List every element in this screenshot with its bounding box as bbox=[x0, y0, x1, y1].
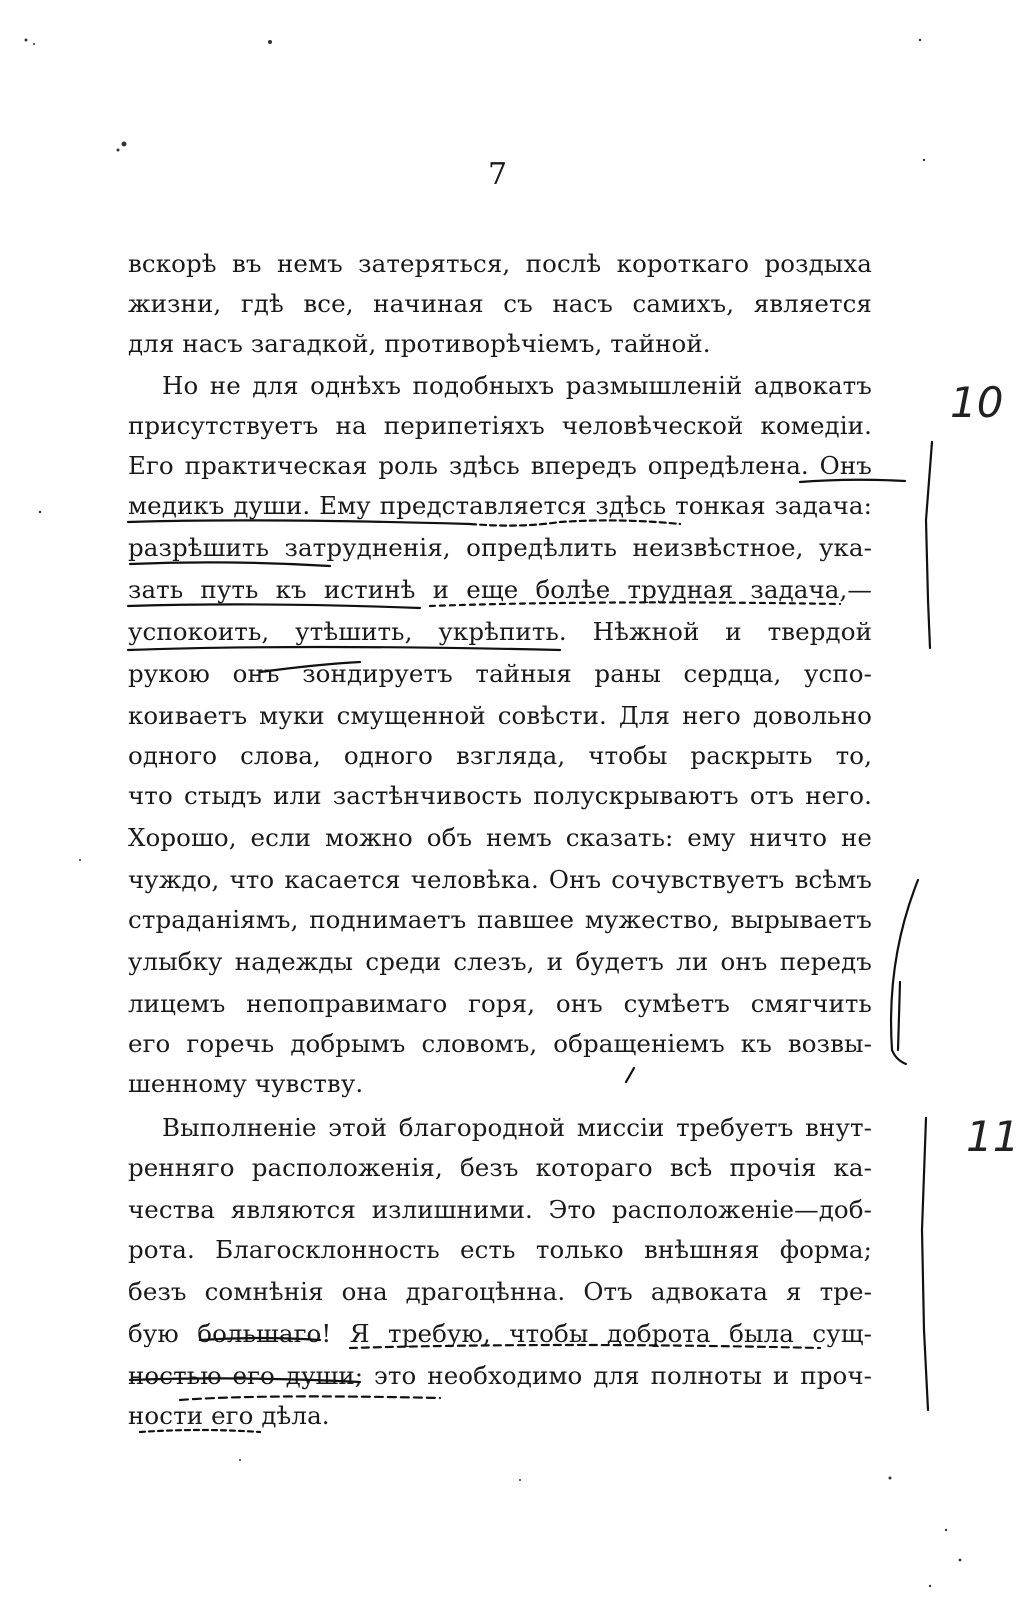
text-line: чуждо, что касается человѣка. Онъ сочувствуетъ всѣмъ bbox=[128, 865, 872, 894]
text-line: бую большаго! Я требую, чтобы доброта была сущ- bbox=[128, 1319, 872, 1348]
text-line: одного слова, одного взгляда, чтобы раскрыть то, bbox=[128, 741, 872, 770]
underline-mark bbox=[130, 562, 330, 566]
text-line: медикъ души. Ему представляется здѣсь тонкая задача: bbox=[128, 491, 872, 520]
underline-mark bbox=[470, 520, 680, 525]
underline-mark bbox=[180, 1396, 440, 1400]
underline-mark bbox=[260, 662, 360, 672]
text-line: рота. Благосклонность есть только внѣшняя форма; bbox=[128, 1235, 872, 1264]
text-line: разрѣшить затрудненія, опредѣлить неизвѣстное, ука- bbox=[128, 533, 872, 562]
pen-tick bbox=[626, 1068, 634, 1082]
underline-mark bbox=[140, 1430, 260, 1432]
text-line: зать путь къ истинѣ и еще болѣе трудная задача,— bbox=[128, 575, 872, 604]
text-line: для насъ загадкой, противорѣчіемъ, тайной. bbox=[128, 329, 711, 358]
underline-mark bbox=[430, 602, 840, 606]
text-line: его горечь добрымъ словомъ, обращеніемъ къ возвы- bbox=[128, 1029, 872, 1058]
page-number: 7 bbox=[488, 157, 508, 192]
text-line: Выполненіе этой благородной миссіи требуетъ внут- bbox=[162, 1113, 872, 1142]
text-line: жизни, гдѣ все, начиная съ насъ самихъ, является bbox=[128, 289, 872, 318]
text-line: Его практическая роль здѣсь впередъ опредѣлена. Онъ bbox=[128, 451, 872, 480]
text-line: Но не для однѣхъ подобныхъ размышленій адвокатъ bbox=[162, 371, 872, 400]
margin-note-11: 11 bbox=[966, 1112, 1019, 1161]
text-line: шенному чувству. bbox=[128, 1069, 364, 1098]
margin-bracket bbox=[898, 982, 900, 1050]
text-line: ностью его души; это необходимо для полноты и проч- bbox=[128, 1361, 872, 1390]
text-line: рукою онъ зондируетъ тайныя раны сердца, успо- bbox=[128, 659, 872, 688]
margin-bracket bbox=[926, 442, 932, 648]
text-line: присутствуетъ на перипетіяхъ человѣческой комедіи. bbox=[128, 411, 872, 440]
text-line: вскорѣ въ немъ затеряться, послѣ короткаго роздыха bbox=[128, 249, 872, 278]
underline-mark bbox=[350, 1345, 820, 1348]
underline-mark bbox=[128, 647, 560, 650]
text-line: безъ сомнѣнія она драгоцѣнна. Отъ адвоката я тре- bbox=[128, 1277, 872, 1306]
underline-mark bbox=[128, 604, 420, 608]
underline-mark bbox=[800, 480, 905, 482]
underline-mark bbox=[200, 1338, 320, 1340]
margin-bracket bbox=[922, 1118, 928, 1410]
text-line: улыбку надежды среди слезъ, и будетъ ли онъ передъ bbox=[128, 947, 872, 976]
text-line: успокоить, утѣшить, укрѣпить. Нѣжной и твердой bbox=[128, 617, 872, 646]
text-line: лицемъ непоправимаго горя, онъ сумѣетъ смягчить bbox=[128, 989, 872, 1018]
underline-mark bbox=[130, 1378, 360, 1382]
text-line: что стыдъ или застѣнчивость полускрываютъ отъ него. bbox=[128, 781, 872, 810]
text-line: коиваетъ муки смущенной совѣсти. Для него довольно bbox=[128, 701, 872, 730]
text-line: ренняго расположенія, безъ котораго всѣ прочія ка- bbox=[128, 1153, 872, 1182]
underline-mark bbox=[128, 520, 470, 524]
text-line: Хорошо, если можно объ немъ сказать: ему ничто не bbox=[128, 823, 872, 852]
text-line: чества являются излишними. Это расположеніе—доб- bbox=[128, 1195, 872, 1224]
text-line: ности его дѣла. bbox=[128, 1401, 330, 1430]
margin-bracket bbox=[891, 880, 918, 1064]
text-line: страданіямъ, поднимаетъ павшее мужество, вырываетъ bbox=[128, 905, 872, 934]
margin-note-10: 10 bbox=[950, 378, 1004, 427]
